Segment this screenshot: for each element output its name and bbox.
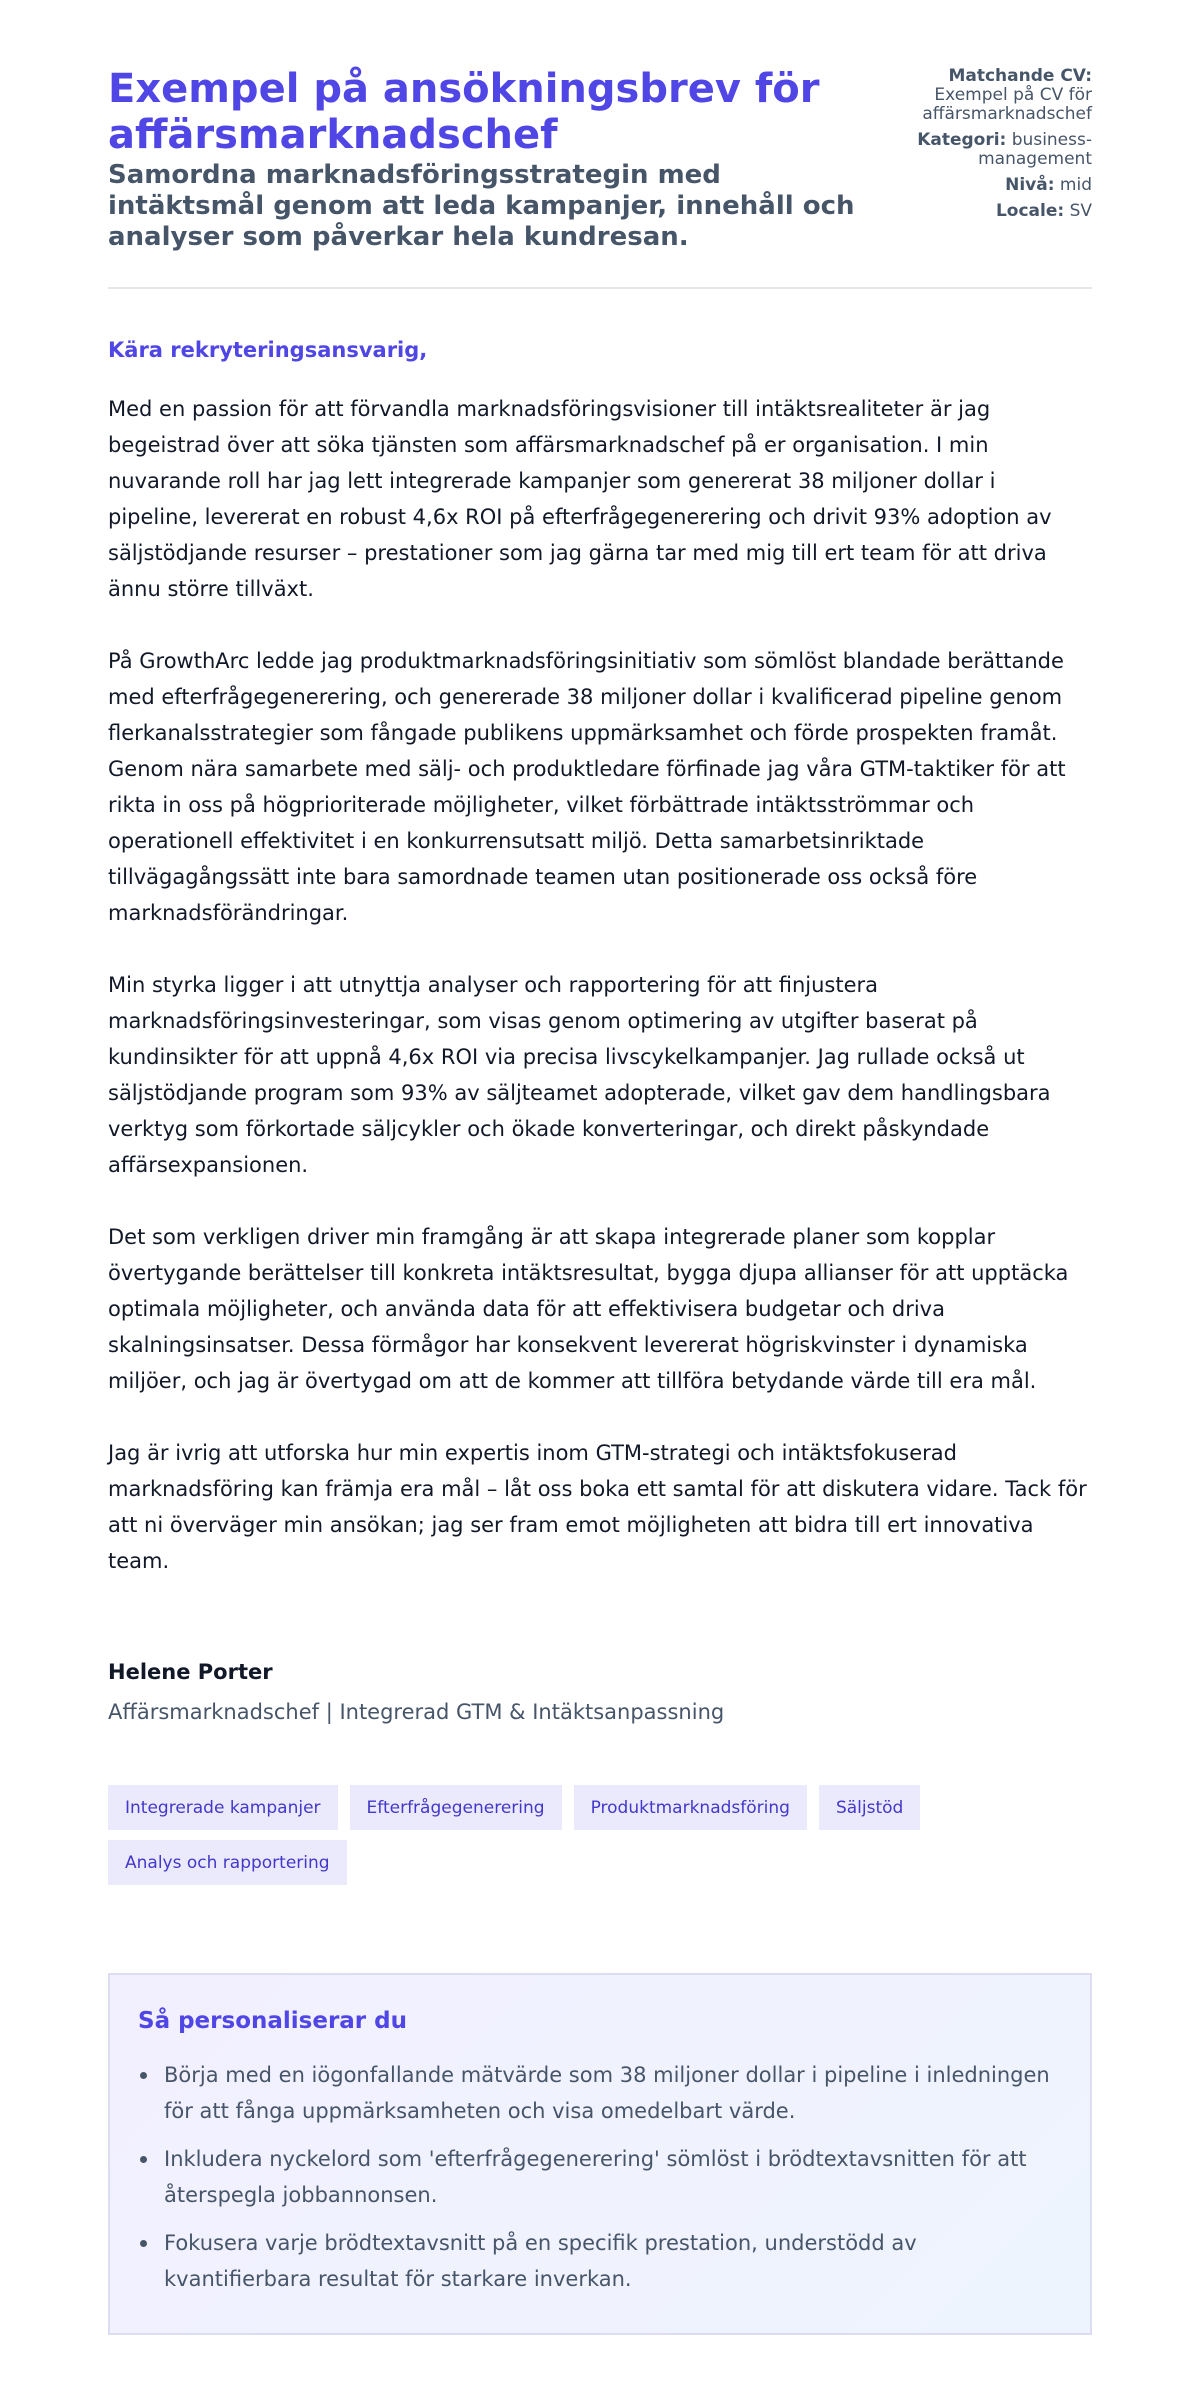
signature-title: Affärsmarknadschef | Integrerad GTM & Intäktsanpassning [108,1700,725,1724]
letter-paragraph: Jag är ivrig att utforska hur min expertis inom GTM-strategi och intäktsfokuserad marknadsföring kan främja era mål – låt oss boka ett samtal för att diskutera vidare. Tack för att ni överväger min ansökan; jag ser fram emot möjligheten att bidra till ert innovativa team. [108,1441,1087,1573]
meta-level [878,176,1092,195]
meta-level-label: Nivå: [1005,175,1055,195]
letter-paragraph: På GrowthArc ledde jag produktmarknadsföringsinitiativ som sömlöst blandade berättande med efterfrågegenerering, och genererade 38 miljoner dollar i kvalificerad pipeline genom flerkanalsstrategier som fångade publikens uppmärksamhet och förde prospekten framåt. Genom nära samarbete med sälj- och produktledare förfinade jag våra GTM-taktiker för att rikta in oss på högprioriterade möjligheter, vilket förbättrade intäktsströmmar och operationell effektivitet i en konkurrensutsatt miljö. Detta samarbetsinriktade tillvägagångssätt inte bara samordnade teamen utan positionerade oss också före marknadsförändringar. [108,649,1066,925]
skill-tag: Efterfrågegenerering [350,1785,562,1830]
bullet-icon [140,2240,147,2247]
letter-paragraphs [108,391,1092,1579]
skill-tag: Integrerade kampanjer [108,1785,338,1830]
meta-panel [878,66,1092,228]
letter-paragraph: Det som verkligen driver min framgång är att skapa integrerade planer som kopplar övertygande berättelser till konkreta intäktsresultat, bygga djupa allianser för att upptäcka optimala möjligheter, och använda data för att effektivisera budgetar och driva skalningsinsatser. Dessa förmågor har konsekvent levererat högriskvinster i dynamiska miljöer, och jag är övertygad om att de kommer att tillföra betydande värde till era mål. [108,1225,1069,1393]
bullet-icon [140,2072,147,2079]
letter-greeting: Kära rekryteringsansvarig, [108,338,428,362]
meta-locale-value: SV [1069,201,1092,221]
header-titles [108,66,878,253]
page-header [108,66,1092,289]
meta-locale-label: Locale: [995,201,1065,221]
tips-item-text: Inkludera nyckelord som 'efterfrågegenerering' sömlöst i brödtextavsnitten för att återspegla jobbannonsen. [164,2147,1027,2207]
skill-tag: Säljstöd [819,1785,920,1830]
tips-list [138,2057,1060,2297]
meta-level-value: mid [1059,175,1092,195]
meta-locale [878,202,1092,221]
meta-matching-cv-value: Exempel på CV för affärsmarknadschef [922,85,1092,124]
signature-block [108,1659,1092,1725]
bullet-icon [140,2156,147,2163]
tips-item-text: Fokusera varje brödtextavsnitt på en specifik prestation, understödd av kvantifierbara resultat för starkare inverkan. [164,2231,917,2291]
letter-body [108,337,1092,1725]
signature-name: Helene Porter [108,1660,273,1684]
meta-category [878,131,1092,169]
tips-list-item [138,2057,1060,2129]
tips-title: Så personaliserar du [138,2008,407,2034]
page-subtitle: Samordna marknadsföringsstrategin med intäktsmål genom att leda kampanjer, innehåll och analyser som påverkar hela kundresan. [108,160,855,252]
personalization-tips-box [108,1973,1092,2335]
skill-tags [108,1785,1008,1885]
meta-matching-cv [878,67,1092,124]
skill-tag: Analys och rapportering [108,1840,347,1885]
meta-category-value: business-management [978,130,1092,169]
skill-tag: Produktmarknadsföring [574,1785,807,1830]
page-title: Exempel på ansökningsbrev för affärsmarknadschef [108,66,820,158]
letter-paragraph: Med en passion för att förvandla marknadsföringsvisioner till intäktsrealiteter är jag begeistrad över att söka tjänsten som affärsmarknadschef på er organisation. I min nuvarande roll har jag lett integrerade kampanjer som genererat 38 miljoner dollar i pipeline, levererat en robust 4,6x ROI på efterfrågegenerering och drivit 93% adoption av säljstödjande resurser – prestationer som jag gärna tar med mig till ert team för att driva ännu större tillväxt. [108,397,1052,601]
meta-matching-cv-label: Matchande CV: [948,66,1092,86]
tips-list-item [138,2141,1060,2213]
meta-category-label: Kategori: [917,130,1007,150]
tips-list-item [138,2225,1060,2297]
tips-item-text: Börja med en iögonfallande mätvärde som 38 miljoner dollar i pipeline i inledningen för att fånga uppmärksamheten och visa omedelbart värde. [164,2063,1050,2123]
letter-paragraph: Min styrka ligger i att utnyttja analyser och rapportering för att finjustera marknadsföringsinvesteringar, som visas genom optimering av utgifter baserat på kundinsikter för att uppnå 4,6x ROI via precisa livscykelkampanjer. Jag rullade också ut säljstödjande program som 93% av säljteamet adopterade, vilket gav dem handlingsbara verktyg som förkortade säljcykler och ökade konverteringar, och direkt påskyndade affärsexpansionen. [108,973,1051,1177]
